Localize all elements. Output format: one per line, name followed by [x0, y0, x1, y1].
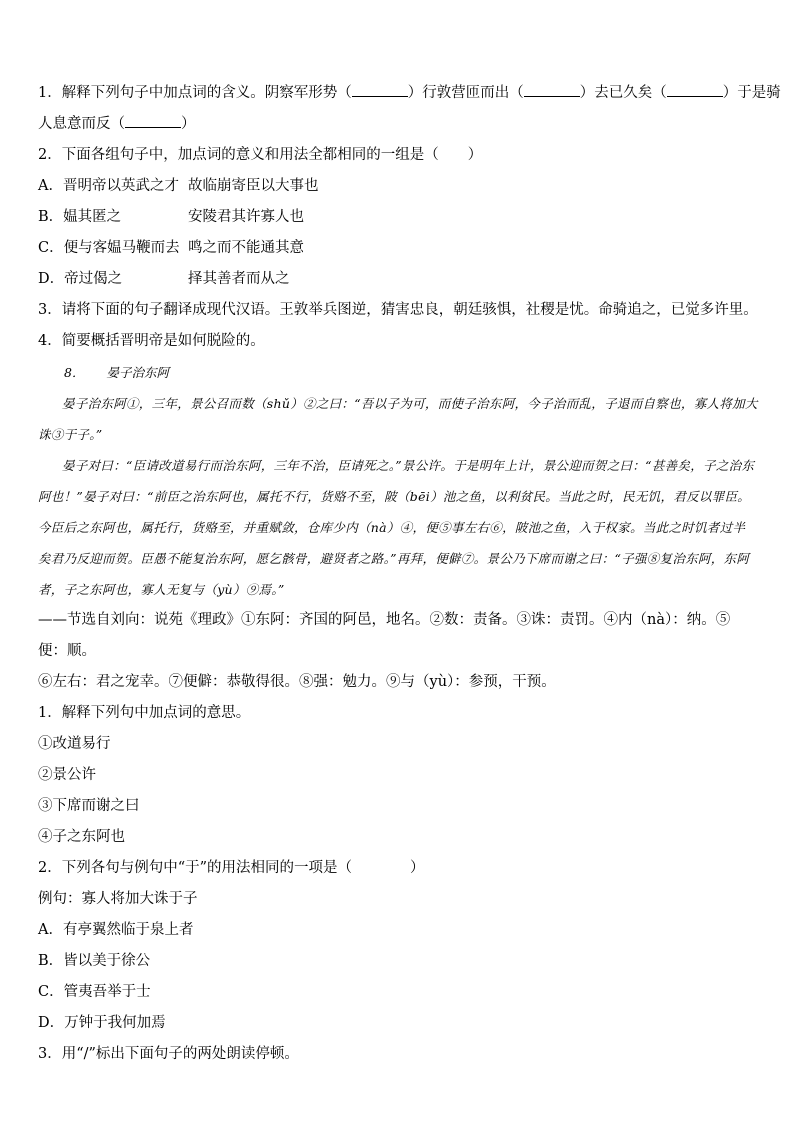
option-d [38, 264, 758, 295]
answer-blank-4[interactable] [125, 113, 181, 128]
question-3: 3．请将下面的句子翻译成现代汉语。王敦举兵图逆，猜害忠良，朝廷骇惧，社稷是忧。命骑追之，已觉多许里。 [38, 302, 758, 318]
passage-paragraph-1: 晏子治东阿①，三年，景公召而数（shǔ）②之曰：“吾以子为可，而使子治东阿，今子治而乱，子退而自察也，寡人将加大诛③于子。” [38, 396, 758, 442]
choice-d: D．万钟于我何加焉 [38, 1015, 166, 1031]
question-2-2: 2．下列各句与例句中“于”的用法相同的一项是（ ） [38, 860, 425, 876]
question-1-mid2: ）去已久矣（ [579, 85, 667, 101]
question-1-line2-prefix: 人息意而反（ [38, 116, 125, 132]
passage-title-text: 晏子治东阿 [106, 365, 169, 380]
option-a-left: A．晋明帝以英武之才 [38, 178, 179, 194]
answer-blank-3[interactable] [667, 82, 723, 97]
question-1-line-2 [38, 109, 758, 140]
passage-title [38, 357, 758, 388]
question-1-prefix: 1．解释下列句子中加点词的含义。阴察军形势（ [38, 85, 352, 101]
term-item-4: ④子之东阿也 [38, 829, 125, 845]
answer-blank-2[interactable] [524, 82, 580, 97]
question-4: 4．简要概括晋明帝是如何脱险的。 [38, 333, 265, 349]
option-b [38, 202, 758, 233]
question-2-3: 3．用“/”标出下面句子的两处朗读停顿。 [38, 1046, 299, 1062]
choice-a: A．有亭翼然临于泉上者 [38, 922, 194, 938]
option-c-left: C．便与客媪马鞭而去 [38, 240, 180, 256]
option-b-right: 安陵君其许寡人也 [188, 209, 304, 225]
term-item-3: ③下席而谢之曰 [38, 798, 140, 814]
option-c-right: 鸣之而不能通其意 [188, 240, 304, 256]
choice-c: C．管夷吾举于士 [38, 984, 151, 1000]
option-d-right: 择其善者而从之 [188, 271, 290, 287]
term-item-1: ①改道易行 [38, 736, 111, 752]
question-1-line2-suffix: ） [181, 116, 196, 132]
option-a [38, 171, 758, 202]
option-b-left: B．媪其匿之 [38, 209, 122, 225]
passage-source-note: ——节选自刘向：说苑《理政》①东阿：齐国的阿邑，地名。②数：责备。③诛：责罚。④内（nà）：纳。⑤便：顺。 [38, 612, 731, 659]
question-1 [38, 78, 781, 109]
question-1-suffix: ）于是骑 [722, 85, 781, 101]
answer-blank-1[interactable] [352, 82, 408, 97]
passage-annotations: ⑥左右：君之宠幸。⑦便僻：恭敬得很。⑧强：勉力。⑨与（yù）：参预，干预。 [38, 674, 556, 690]
question-2-1: 1．解释下列句中加点词的意思。 [38, 705, 251, 721]
choice-b: B．皆以美于徐公 [38, 953, 151, 969]
question-1-mid1: ）行敦营匝而出（ [407, 85, 524, 101]
passage-paragraph-2: 晏子对曰：“臣请改道易行而治东阿，三年不治，臣请死之。”景公许。于是明年上计，景公迎而贺之曰：“甚善矣，子之治东阿也！”晏子对曰：“前臣之治东阿也，属托不行，货赂不至，陂（bēi）池之鱼，以利贫民。当此之时，民无饥，君反以罪臣。今臣后之东阿也，属托行，货赂至，并重赋敛，仓库少内（nà）④，便⑤事左右⑥，陂池之鱼，入于权家。当此之时饥者过半矣君乃反迎而贺。臣愚不能复治东阿，愿乞骸骨，避贤者之路。”再拜，便僻⑦。景公乃下席而谢之曰：“子强⑧复治东阿，东阿者，子之东阿也，寡人无复与（yù）⑨焉。” [38, 458, 755, 597]
option-a-right: 故临崩寄臣以大事也 [188, 178, 319, 194]
example-sentence: 例句：寡人将加大诛于子 [38, 891, 198, 907]
option-d-left: D．帝过偈之 [38, 271, 123, 287]
passage-number: 8． [64, 365, 85, 380]
option-c [38, 233, 758, 264]
term-item-2: ②景公许 [38, 767, 96, 783]
question-2: 2．下面各组句子中，加点词的意义和用法全都相同的一组是（ ） [38, 147, 483, 163]
document-page [38, 78, 781, 1070]
